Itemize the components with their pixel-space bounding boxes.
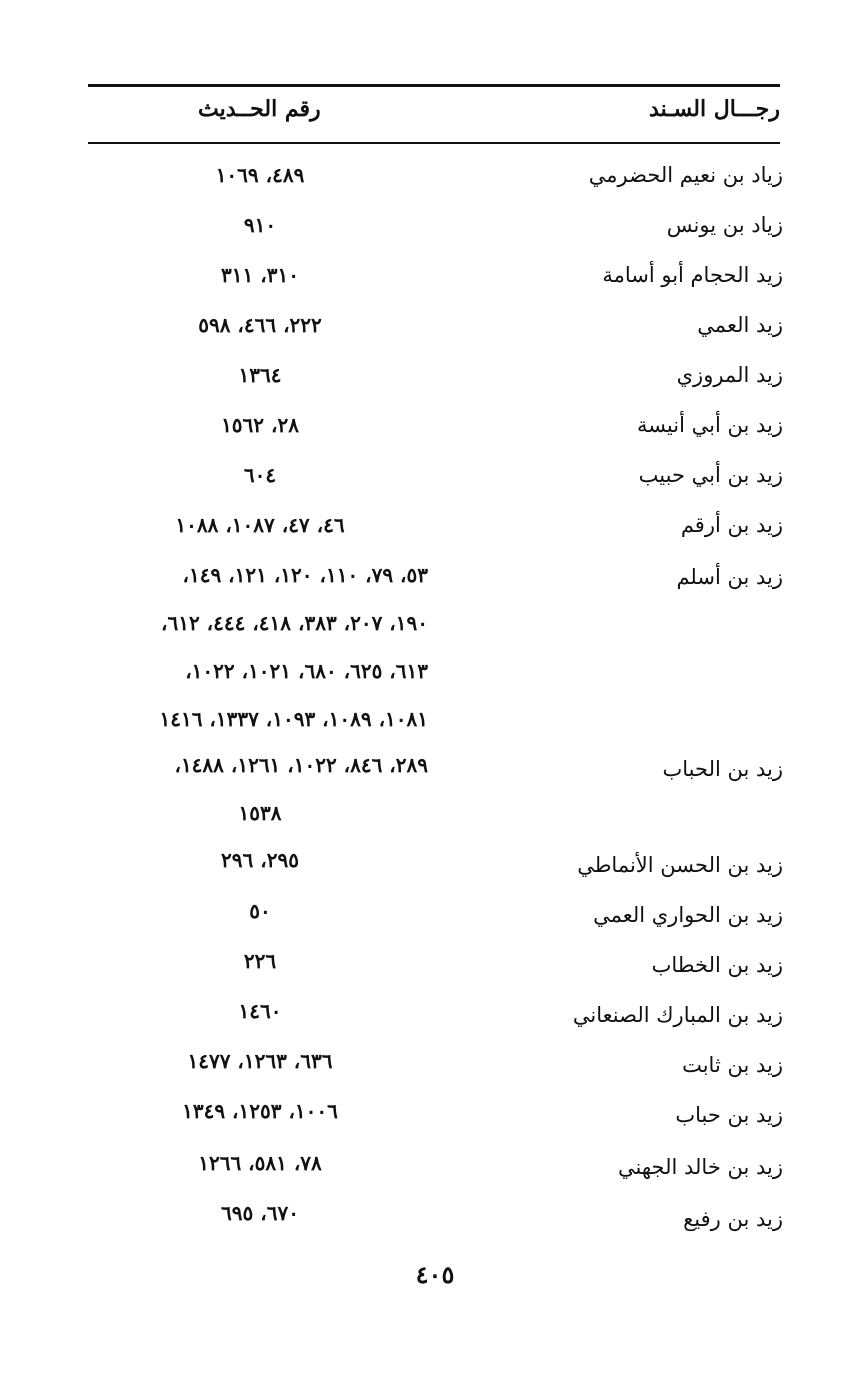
hadith-numbers-line [0,788,867,838]
narrator-name: زياد بن يونس [666,213,783,237]
narrator-name: زيد بن حباب [675,1103,783,1127]
narrator-name: زيد بن ثابت [682,1053,783,1077]
hadith-numbers-line [0,986,867,1036]
hadith-numbers-line [0,400,867,450]
hadith-numbers: ١٠٠٦، ١٢٥٣، ١٣٤٩ [182,1099,338,1123]
hadith-numbers: ٢٩٥، ٢٩٦ [221,848,299,872]
hadith-numbers-line [0,350,867,400]
hadith-numbers-line [0,936,867,986]
hadith-numbers-line [0,1188,867,1238]
hadith-numbers: ٩١٠ [243,213,277,237]
hadith-numbers: ١٥٣٨ [238,801,282,825]
narrator-name: زيد بن الحباب [662,757,783,781]
hadith-numbers-line [0,450,867,500]
header-narrators-label: رجـــال السـند [649,96,780,122]
hadith-numbers: ٢٨، ١٥٦٢ [221,413,299,437]
narrator-name: زيد بن أسلم [676,565,783,589]
hadith-numbers: ٥٠ [249,899,271,923]
hadith-numbers: ٣١٠، ٣١١ [221,263,299,287]
narrator-name: زيد بن أرقم [680,513,783,537]
hadith-numbers: ٦١٣، ٦٢٥، ٦٨٠، ١٠٢١، ١٠٢٢، [185,659,428,683]
hadith-numbers: ٤٨٩، ١٠٦٩ [215,163,305,187]
narrator-name: زياد بن نعيم الحضرمي [588,163,783,187]
hadith-numbers: ٦٧٠، ٦٩٥ [221,1201,299,1225]
hadith-numbers: ١٤٦٠ [238,999,282,1023]
table-header [88,96,780,136]
narrator-name: زيد بن أبي أنيسة [636,413,783,437]
page-number: ٤٠٥ [415,1260,455,1289]
hadith-numbers-line [0,500,867,550]
hadith-numbers-line [0,200,867,250]
header-hadith-number-label: رقم الحــديث [198,96,321,122]
narrator-name: زيد بن الحواري العمي [593,903,783,927]
narrator-name: زيد بن رفيع [683,1207,783,1231]
hadith-numbers-line [0,835,867,885]
narrator-name: زيد المروزي [676,363,783,387]
hadith-numbers: ٧٨، ٥٨١، ١٢٦٦ [198,1151,322,1175]
hadith-numbers-line [0,740,867,790]
hadith-numbers: ٤٦، ٤٧، ١٠٨٧، ١٠٨٨ [175,513,345,537]
hadith-numbers-line [0,646,867,696]
hadith-numbers: ١٩٠، ٢٠٧، ٣٨٣، ٤١٨، ٤٤٤، ٦١٢، [161,611,428,635]
hadith-numbers-line [0,300,867,350]
narrator-name: زيد بن الحسن الأنماطي [577,853,783,877]
narrator-name: زيد بن الخطاب [651,953,783,977]
hadith-numbers: ١٠٨١، ١٠٨٩، ١٠٩٣، ١٣٣٧، ١٤١٦ [159,707,428,731]
hadith-numbers: ١٣٦٤ [238,363,282,387]
narrator-name: زيد بن المبارك الصنعاني [572,1003,783,1027]
hadith-numbers: ٢٢٦ [243,949,277,973]
hadith-numbers: ٦٣٦، ١٢٦٣، ١٤٧٧ [187,1049,333,1073]
hadith-numbers: ٦٠٤ [243,463,277,487]
hadith-numbers: ٢٢٢، ٤٦٦، ٥٩٨ [198,313,322,337]
hadith-numbers-line [0,550,867,600]
header-bottom-rule [88,142,780,144]
narrator-name: زيد بن خالد الجهني [618,1155,783,1179]
hadith-numbers-line [0,598,867,648]
hadith-numbers-line [0,150,867,200]
narrator-name: زيد العمي [697,313,783,337]
hadith-numbers-line [0,1086,867,1136]
hadith-numbers-line [0,886,867,936]
hadith-numbers-line [0,250,867,300]
narrator-name: زيد الحجام أبو أسامة [602,263,783,287]
header-top-rule [88,84,780,87]
narrator-name: زيد بن أبي حبيب [638,463,783,487]
hadith-numbers: ٢٨٩، ٨٤٦، ١٠٢٢، ١٢٦١، ١٤٨٨، [174,753,428,777]
hadith-numbers-line [0,694,867,744]
hadith-numbers-line [0,1138,867,1188]
hadith-numbers-line [0,1036,867,1086]
hadith-numbers: ٥٣، ٧٩، ١١٠، ١٢٠، ١٢١، ١٤٩، [182,563,428,587]
